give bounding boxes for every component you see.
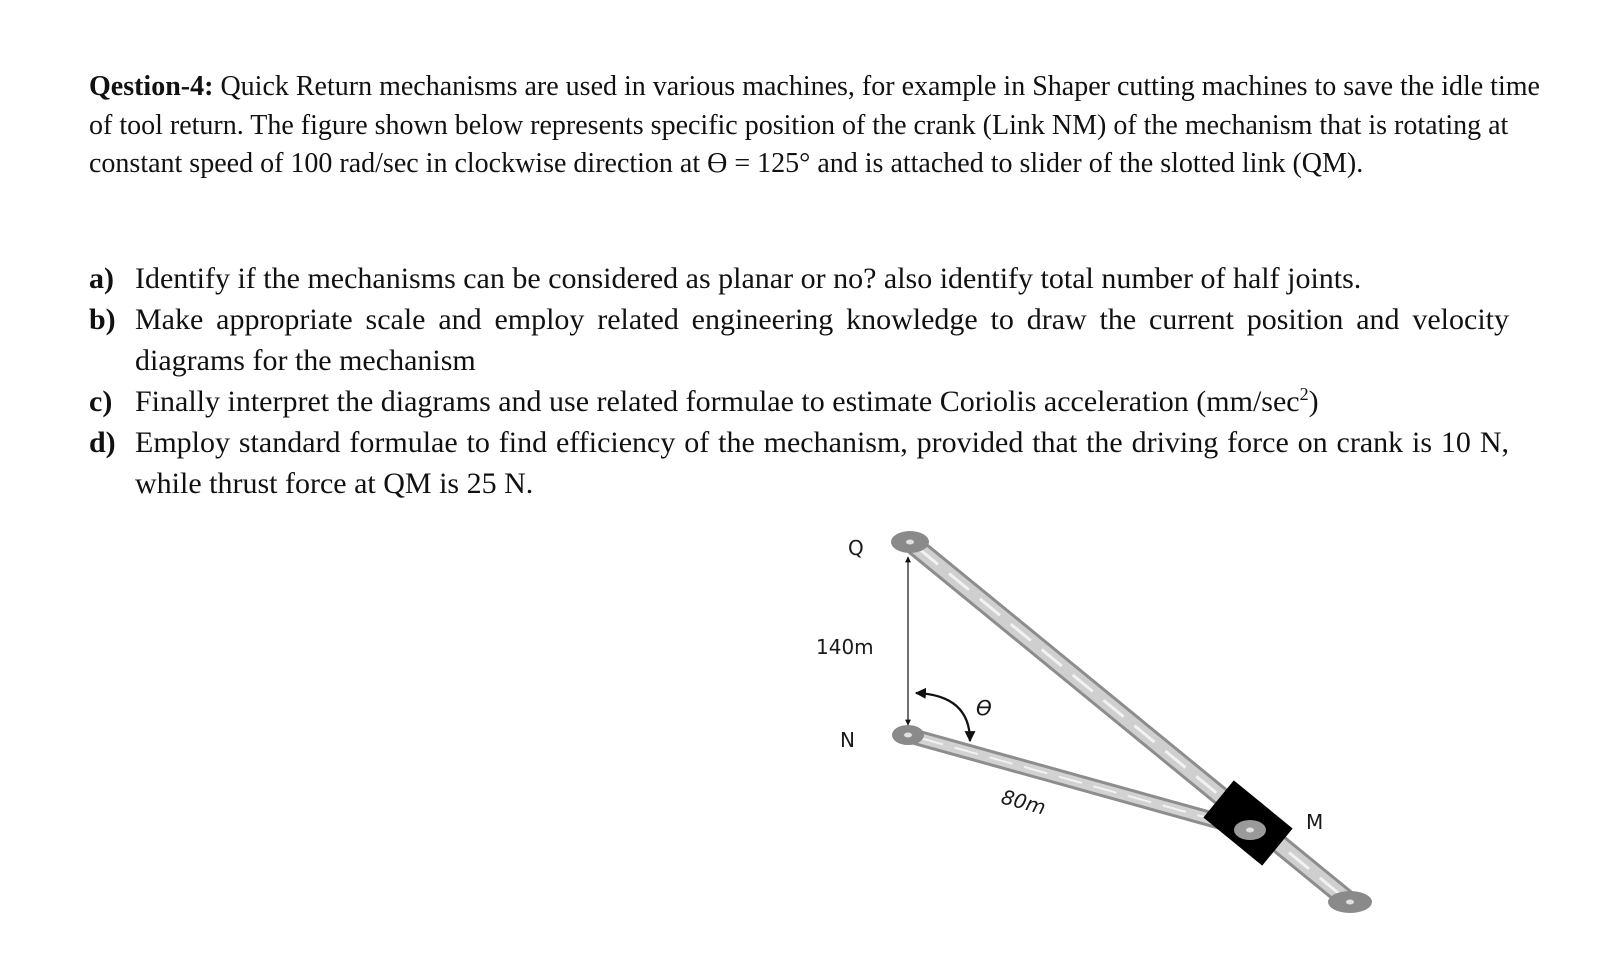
joint-m bbox=[1234, 820, 1266, 840]
part-d bbox=[89, 422, 1509, 504]
label-theta: ϴ bbox=[976, 696, 992, 720]
part-d-letter: d) bbox=[89, 426, 116, 459]
part-a-text: Identify if the mechanisms can be considered as planar or no? also identify total number of half joints. bbox=[135, 262, 1362, 295]
label-dimension-nm: 80m bbox=[998, 784, 1049, 820]
joint-q bbox=[891, 531, 929, 553]
label-m: M bbox=[1306, 810, 1324, 834]
quick-return-mechanism-figure bbox=[800, 515, 1400, 915]
part-a-letter: a) bbox=[89, 262, 114, 295]
part-c-text-after: ) bbox=[1308, 385, 1319, 418]
part-c-text: Finally interpret the diagrams and use related formulae to estimate Coriolis acceleration (mm/sec bbox=[135, 385, 1300, 418]
question-parts-list bbox=[89, 258, 1509, 504]
question-label: Qestion-4: bbox=[89, 71, 214, 102]
question-intro bbox=[89, 68, 1549, 184]
label-dimension-qn: 140m bbox=[816, 635, 874, 659]
joint-n bbox=[892, 725, 924, 745]
label-n: N bbox=[840, 728, 855, 752]
part-c-letter: c) bbox=[89, 385, 113, 418]
question-intro-text: Quick Return mechanisms are used in various machines, for example in Shaper cutting machines to save the idle time of tool return. The figure shown below represents specific position of the crank (Link NM) of the mechanism that is rotating at constant speed of 100 rad/sec in clockwise direction at ϴ = 125° and is attached to slider of the slotted link (QM). bbox=[89, 71, 1540, 179]
part-c bbox=[89, 381, 1509, 422]
part-a bbox=[89, 258, 1509, 299]
part-b bbox=[89, 299, 1509, 381]
label-q: Q bbox=[848, 536, 864, 560]
part-b-letter: b) bbox=[89, 303, 116, 336]
part-d-text: Employ standard formulae to find efficiency of the mechanism, provided that the driving force on crank is 10 N, while thrust force at QM is 25 N. bbox=[135, 426, 1509, 500]
part-c-superscript: 2 bbox=[1299, 384, 1309, 404]
part-b-text: Make appropriate scale and employ related engineering knowledge to draw the current position and velocity diagrams for the mechanism bbox=[135, 303, 1509, 377]
slotted-link-qm bbox=[910, 542, 1350, 902]
joint-end bbox=[1328, 891, 1372, 913]
